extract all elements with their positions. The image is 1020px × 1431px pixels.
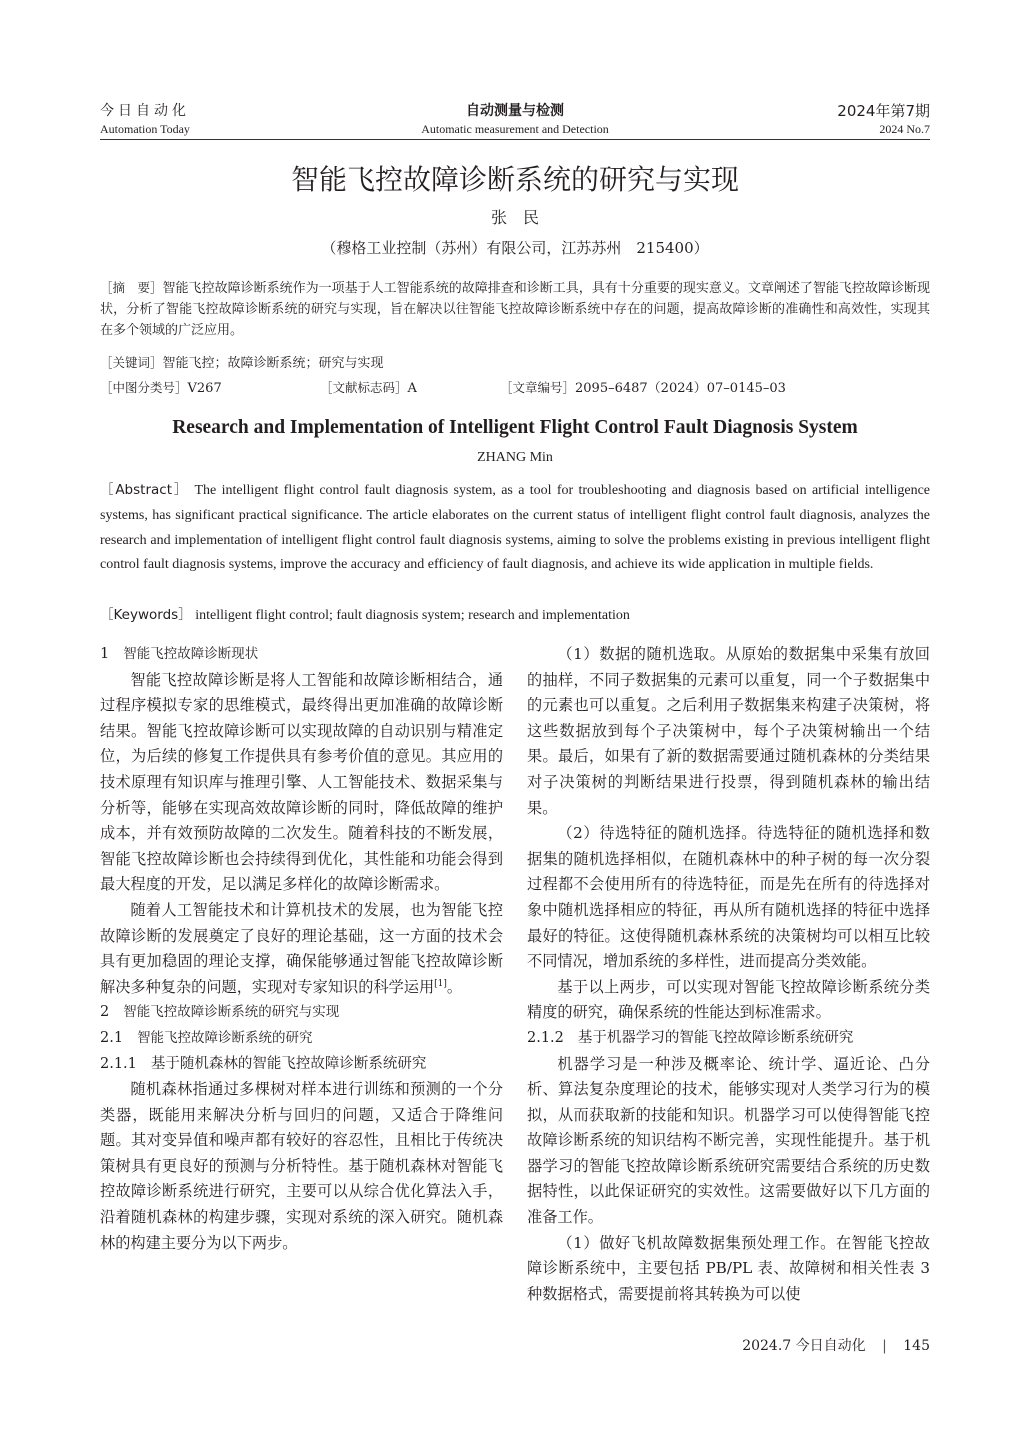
section-2-1-heading: 2.1 智能飞控故障诊断系统的研究: [100, 1029, 313, 1046]
issue-en: 2024 No.7: [879, 122, 930, 136]
paper-page: [100, 0, 930, 1431]
abstract-cn: [100, 277, 930, 341]
header-rule: [100, 139, 930, 140]
author-name: 张 民: [490, 208, 539, 227]
page-footer: [742, 1336, 930, 1356]
keywords-cn-label: ［关键词］: [100, 355, 163, 370]
paragraph-with-citation: 随着人工智能技术和计算机技术的发展，也为智能飞控故障诊断的发展奠定了良好的理论基础，这一方面的技术会具有更加稳固的理论支撑，确保能够通过智能飞控故障诊断解决多种复杂的问题，实现对专家知识的科学运用[1]。: [100, 900, 503, 996]
clc-number: ［中图分类号］V267: [100, 380, 222, 396]
paper-title-en: Research and Implementation of Intelligent Flight Control Fault Diagnosis System: [172, 417, 858, 438]
paragraph: 智能飞控故障诊断是将人工智能和故障诊断相结合，通过程序模拟专家的思维模式，最终得出更加准确的故障诊断结果。智能飞控故障诊断可以实现故障的自动识别与精准定位，为后续的修复工作提供具有参考价值的意见。其应用的技术原理有知识库与推理引擎、人工智能技术、数据采集与分析等，能够在实现高效故障诊断的同时，降低故障的维护成本，并有效预防故障的二次发生。随着科技的不断发展，智能飞控故障诊断也会持续得到优化，其性能和功能会得到最大程度的开发，足以满足多样化的故障诊断需求。: [100, 670, 503, 894]
footer-date: 2024.7: [742, 1338, 792, 1354]
document-code: ［文献标志码］A: [320, 380, 417, 396]
abstract-en-label: ［Abstract］: [100, 482, 190, 498]
paragraph: 机器学习是一种涉及概率论、统计学、逼近论、凸分析、算法复杂度理论的技术，能够实现对人类学习行为的模拟，从而获取新的技能和知识。机器学习可以使得智能飞控故障诊断系统的知识结构不断完善，实现性能提升。基于机器学习的智能飞控故障诊断系统研究需要结合系统的历史数据特性，以此保证研究的实效性。这需要做好以下几方面的准备工作。: [527, 1054, 930, 1227]
author-name-en: ZHANG Min: [477, 450, 553, 465]
abstract-cn-label: ［摘 要］: [100, 280, 163, 295]
section-2-1-2-heading: 2.1.2 基于机器学习的智能飞控故障诊断系统研究: [527, 1029, 854, 1046]
paragraph: 基于以上两步，可以实现对智能飞控故障诊断系统分类精度的研究，确保系统的性能达到标准需求。: [527, 977, 930, 1022]
issue-cn: 2024年第7期: [837, 102, 930, 120]
running-header: [100, 101, 930, 141]
header-right: [837, 101, 930, 137]
keywords-en-text: intelligent flight control; fault diagnosis system; research and implementation: [195, 608, 630, 623]
keywords-en: [100, 603, 930, 628]
classification-line: [100, 378, 930, 400]
abstract-cn-text: 智能飞控故障诊断系统作为一项基于人工智能系统的故障排查和诊断工具，具有十分重要的现实意义。文章阐述了智能飞控故障诊断现状，分析了智能飞控故障诊断系统的研究与实现，旨在解决以往智能飞控故障诊断系统中存在的问题，提高故障诊断的准确性和高效性，实现其在多个领域的广泛应用。: [100, 281, 930, 338]
paper-title: 智能飞控故障诊断系统的研究与实现: [290, 163, 739, 196]
section-2-1-1-heading: 2.1.1 基于随机森林的智能飞控故障诊断系统研究: [100, 1055, 427, 1072]
abstract-en: [100, 478, 930, 578]
left-column: [100, 642, 503, 1256]
keywords-en-label: ［Keywords］: [100, 607, 192, 623]
footer-separator: |: [882, 1338, 887, 1354]
header-center: [100, 101, 930, 137]
paragraph: （2）待选特征的随机选择。待选特征的随机选择和数据集的随机选择相似，在随机森林中的种子树的每一次分裂过程都不会使用所有的待选特征，而是先在所有的待选择对象中随机选择相应的特征，再从所有随机选择的特征中选择最好的特征。这使得随机森林系统的决策树均可以相互比较不同情况，增加系统的多样性，进而提高分类效能。: [527, 824, 930, 971]
citation-ref: [1]: [434, 978, 447, 989]
paragraph: （1）做好飞机故障数据集预处理工作。在智能飞控故障诊断系统中，主要包括 PB/PL 表、故障树和相关性表 3 种数据格式，需要提前将其转换为可以使: [527, 1233, 930, 1303]
article-number: ［文章编号］2095–6487（2024）07–0145–03: [500, 380, 786, 396]
paragraph: 随机森林指通过多棵树对样本进行训练和预测的一个分类器，既能用来解决分析与回归的问题，又适合于降维问题。其对变异值和噪声都有较好的容忍性，且相比于传统决策树具有更良好的预测与分析特性。基于随机森林对智能飞控故障诊断系统进行研究，主要可以从综合优化算法入手，沿着随机森林的构建步骤，实现对系统的深入研究。随机森林的构建主要分为以下两步。: [100, 1080, 503, 1252]
footer-journal: 今日自动化: [795, 1338, 866, 1354]
journal-name-cn: 今日自动化: [100, 103, 190, 119]
section-1-heading: 1 智能飞控故障诊断现状: [100, 646, 259, 662]
keywords-cn: [100, 353, 930, 374]
journal-name-en: Automation Today: [100, 122, 190, 136]
section-2-heading: 2 智能飞控故障诊断系统的研究与实现: [100, 1004, 340, 1021]
column-name-cn: 自动测量与检测: [466, 103, 564, 119]
author-affiliation: （穆格工业控制（苏州）有限公司，江苏苏州 215400）: [321, 239, 709, 257]
abstract-en-text: The intelligent flight control fault diagnosis system, as a tool for troubleshooting and diagnosis based on artificial intelligence systems, has significant practical significance. The article elaborates on the current status of intelligent flight control fault diagnosis, analyzes the research and implementation of intelligent flight control fault diagnosis systems, aiming to solve the problems existing in previous intelligent flight control fault diagnosis systems, improve the accuracy and efficiency of fault diagnosis, and achieve its wide application in multiple fields.: [100, 483, 931, 573]
column-name-en: Automatic measurement and Detection: [421, 122, 609, 136]
keywords-cn-text: 智能飞控；故障诊断系统；研究与实现: [162, 356, 384, 371]
right-column: [527, 642, 930, 1307]
page-number: 145: [903, 1338, 930, 1354]
paragraph: （1）数据的随机选取。从原始的数据集中采集有放回的抽样，不同子数据集的元素可以重复，同一个子数据集中的元素也可以重复。之后利用子数据集来构建子决策树，将这些数据放到每个子决策树中，每个子决策树输出一个结果。最后，如果有了新的数据需要通过随机森林的分类结果对子决策树的判断结果进行投票，得到随机森林的输出结果。: [527, 645, 930, 817]
